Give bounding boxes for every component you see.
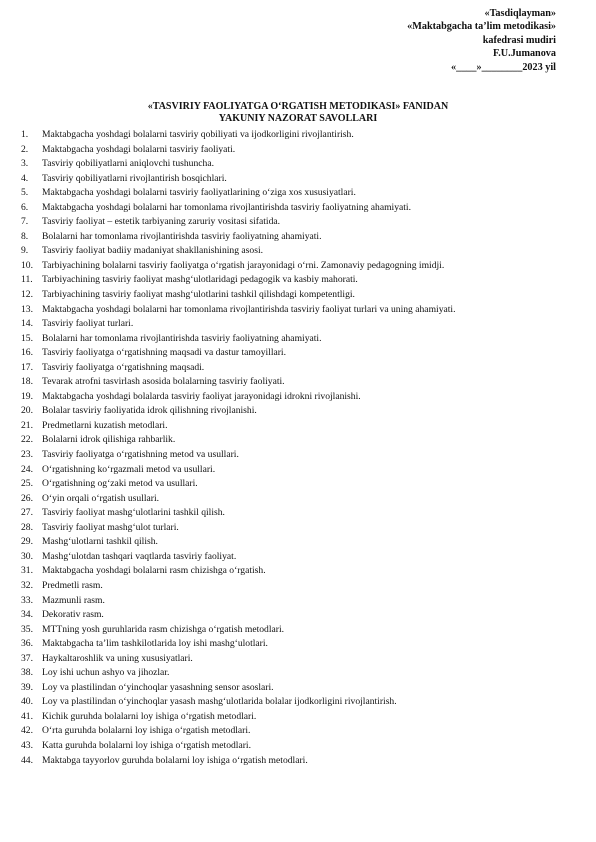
question-item — [21, 273, 581, 288]
question-item — [21, 579, 581, 594]
question-item — [21, 244, 581, 259]
question-text: O‘yin orqali o‘rgatish usullari. — [42, 492, 160, 504]
question-item — [21, 128, 581, 143]
question-text: Maktabgacha yoshdagi bolalarni tasviriy faoliyati. — [42, 143, 236, 155]
question-number: 24. — [21, 463, 33, 475]
question-number: 35. — [21, 623, 33, 635]
questions-list — [21, 128, 581, 768]
question-text: Bolalarni har tomonlama rivojlantirishda tasviriy faoliyatning ahamiyati. — [42, 332, 322, 344]
question-number: 19. — [21, 390, 33, 402]
question-number: 34. — [21, 609, 33, 621]
question-number: 42. — [21, 725, 33, 737]
question-number: 31. — [21, 565, 33, 577]
question-item — [21, 637, 581, 652]
question-text: Dekorativ rasm. — [42, 609, 104, 621]
question-item — [21, 172, 581, 187]
question-number: 10. — [21, 259, 33, 271]
approval-line: kafedrasi mudiri — [482, 34, 556, 46]
approval-line: F.U.Jumanova — [492, 48, 556, 60]
approval-line: «Maktabgacha ta’lim metodikasi» — [407, 21, 556, 33]
question-item — [21, 652, 581, 667]
question-number: 18. — [21, 376, 33, 388]
question-number: 32. — [21, 579, 33, 591]
question-text: Loy va plastilindan o‘yinchoqlar yasash mashg‘ulotlarida bolalar ijodkorligini rivojlantirish. — [42, 696, 397, 708]
question-text: Maktabga tayyorlov guruhda bolalarni loy ishiga o‘rgatish metodlari. — [42, 754, 308, 766]
question-item — [21, 521, 581, 536]
question-number: 5. — [21, 187, 29, 199]
question-item — [21, 375, 581, 390]
question-item — [21, 143, 581, 158]
question-item — [21, 477, 581, 492]
question-number: 3. — [21, 158, 29, 170]
question-item — [21, 564, 581, 579]
question-text: Tasviriy faoliyat – estetik tarbiyaning zaruriy vositasi sifatida. — [42, 216, 281, 228]
approval-line: «____»________2023 yil — [451, 61, 556, 73]
question-number: 17. — [21, 361, 33, 373]
question-number: 33. — [21, 594, 33, 606]
question-item — [21, 157, 581, 172]
question-text: Tarbiyachining tasviriy faoliyat mashg‘ulotlaridagi pedagogik va kasbiy mahorati. — [42, 274, 358, 286]
question-text: MTTning yosh guruhlarida rasm chizishga o‘rgatish metodlari. — [42, 623, 285, 635]
question-number: 6. — [21, 201, 29, 213]
question-number: 23. — [21, 449, 33, 461]
question-text: Tevarak atrofni tasvirlash asosida bolalarning tasviriy faoliyati. — [42, 376, 285, 388]
question-number: 30. — [21, 550, 33, 562]
question-text: O‘rgatishning ko‘rgazmali metod va usullari. — [42, 463, 216, 475]
question-item — [21, 739, 581, 754]
question-item — [21, 623, 581, 638]
question-text: Maktabgacha ta’lim tashkilotlarida loy ishi mashg‘ulotlari. — [42, 638, 268, 650]
question-number: 8. — [21, 230, 29, 242]
question-number: 2. — [21, 143, 29, 155]
question-item — [21, 419, 581, 434]
question-item — [21, 506, 581, 521]
question-number: 15. — [21, 332, 33, 344]
question-number: 28. — [21, 521, 33, 533]
question-number: 25. — [21, 478, 33, 490]
question-text: Bolalarni idrok qilishiga rahbarlik. — [42, 434, 176, 446]
question-number: 27. — [21, 507, 33, 519]
question-item — [21, 259, 581, 274]
question-number: 13. — [21, 303, 33, 315]
question-item — [21, 724, 581, 739]
question-text: Predmetli rasm. — [42, 579, 103, 591]
question-text: Tasviriy qobiliyatlarni rivojlantirish bosqichlari. — [42, 172, 227, 184]
question-text: Tasviriy faoliyatga o‘rgatishning maqsadi. — [42, 361, 205, 373]
question-number: 36. — [21, 638, 33, 650]
question-text: Predmetlarni kuzatish metodlari. — [42, 419, 168, 431]
question-item — [21, 695, 581, 710]
question-text: Tasviriy qobiliyatlarni aniqlovchi tushuncha. — [42, 158, 214, 170]
question-text: Tasviriy faoliyat turlari. — [42, 318, 134, 330]
question-item — [21, 463, 581, 478]
question-item — [21, 594, 581, 609]
question-text: Bolalarni har tomonlama rivojlantirishda tasviriy faoliyatning ahamiyati. — [42, 230, 322, 242]
question-number: 11. — [21, 274, 33, 286]
question-text: O‘rgatishning og‘zaki metod va usullari. — [42, 478, 198, 490]
question-text: Mashg‘ulotlarni tashkil qilish. — [42, 536, 158, 548]
question-item — [21, 317, 581, 332]
question-item — [21, 186, 581, 201]
question-number: 16. — [21, 347, 33, 359]
question-item — [21, 681, 581, 696]
question-item — [21, 448, 581, 463]
question-number: 26. — [21, 492, 33, 504]
question-text: Maktabgacha yoshdagi bolalarni har tomonlama rivojlantirishda tasviriy faoliyatning ahamiyati. — [42, 201, 411, 213]
question-number: 9. — [21, 245, 29, 257]
question-text: Tasviriy faoliyatga o‘rgatishning maqsadi va dastur tamoyillari. — [42, 347, 286, 359]
question-text: Tasviriy faoliyat mashg‘ulot turlari. — [42, 521, 179, 533]
question-text: O‘rta guruhda bolalarni loy ishiga o‘rgatish metodlari. — [42, 725, 251, 737]
question-text: Bolalar tasviriy faoliyatida idrok qilishning rivojlanishi. — [42, 405, 257, 417]
question-text: Tarbiyachining tasviriy faoliyat mashg‘ulotlarini tashkil qilishdagi kompetentligi. — [42, 289, 355, 301]
question-text: Maktabgacha yoshdagi bolalarni rasm chizishga o‘rgatish. — [42, 565, 266, 577]
question-item — [21, 230, 581, 245]
question-number: 1. — [21, 129, 29, 140]
question-text: Haykaltaroshlik va uning xususiyatlari. — [42, 652, 193, 664]
approval-line: «Tasdiqlayman» — [484, 8, 556, 19]
question-text: Kichik guruhda bolalarni loy ishiga o‘rgatish metodlari. — [42, 710, 257, 722]
question-text: Tasviriy faoliyat badiiy madaniyat shakllanishining asosi. — [42, 245, 264, 257]
question-number: 40. — [21, 696, 33, 708]
question-item — [21, 332, 581, 347]
question-number: 38. — [21, 667, 33, 679]
question-text: Maktabgacha yoshdagi bolalarni har tomonlama rivojlantirishda tasviriy faoliyat turlari va uning ahamiyati. — [42, 303, 456, 315]
question-item — [21, 710, 581, 725]
question-item — [21, 346, 581, 361]
question-number: 14. — [21, 318, 33, 330]
question-item — [21, 288, 581, 303]
question-number: 22. — [21, 434, 33, 446]
question-item — [21, 404, 581, 419]
question-number: 4. — [21, 172, 29, 184]
question-item — [21, 492, 581, 507]
question-number: 12. — [21, 289, 33, 301]
question-item — [21, 303, 581, 318]
question-item — [21, 535, 581, 550]
question-number: 43. — [21, 739, 33, 751]
question-number: 37. — [21, 652, 33, 664]
question-text: Tarbiyachining bolalarni tasviriy faoliyatga o‘rgatish jarayonidagi o‘rni. Zamonaviy pedagogning imidji. — [42, 259, 445, 271]
question-item — [21, 390, 581, 405]
question-number: 29. — [21, 536, 33, 548]
approval-block — [407, 7, 556, 74]
question-text: Katta guruhda bolalarni loy ishiga o‘rgatish metodlari. — [42, 739, 251, 751]
question-item — [21, 666, 581, 681]
question-number: 39. — [21, 681, 33, 693]
document-subtitle: YAKUNIY NAZORAT SAVOLLARI — [218, 113, 378, 124]
question-item — [21, 550, 581, 565]
question-item — [21, 361, 581, 376]
question-number: 44. — [21, 754, 33, 766]
question-text: Loy ishi uchun ashyo va jihozlar. — [42, 667, 170, 679]
question-text: Loy va plastilindan o‘yinchoqlar yasashning sensor asoslari. — [42, 681, 274, 693]
question-text: Tasviriy faoliyatga o‘rgatishning metod va usullari. — [42, 449, 239, 461]
question-text: Maktabgacha yoshdagi bolalarda tasviriy faoliyat jarayonidagi idrokni rivojlanishi. — [42, 390, 361, 402]
question-item — [21, 608, 581, 623]
question-item — [21, 433, 581, 448]
question-text: Mashg‘ulotdan tashqari vaqtlarda tasviriy faoliyat. — [42, 550, 237, 562]
question-number: 7. — [21, 216, 29, 228]
question-text: Mazmunli rasm. — [42, 594, 105, 606]
question-text: Maktabgacha yoshdagi bolalarni tasviriy qobiliyati va ijodkorligini rivojlantirish. — [42, 129, 354, 140]
question-item — [21, 215, 581, 230]
question-number: 21. — [21, 419, 33, 431]
document-title: «TASVIRIY FAOLIYATGA O‘RGATISH METODIKASI» FANIDAN — [147, 101, 449, 112]
question-number: 20. — [21, 405, 33, 417]
question-item — [21, 754, 581, 769]
question-number: 41. — [21, 710, 33, 722]
question-text: Tasviriy faoliyat mashg‘ulotlarini tashkil qilish. — [42, 507, 225, 519]
question-item — [21, 201, 581, 216]
question-text: Maktabgacha yoshdagi bolalarni tasviriy faoliyatlarining o‘ziga xos xususiyatlari. — [42, 187, 356, 199]
